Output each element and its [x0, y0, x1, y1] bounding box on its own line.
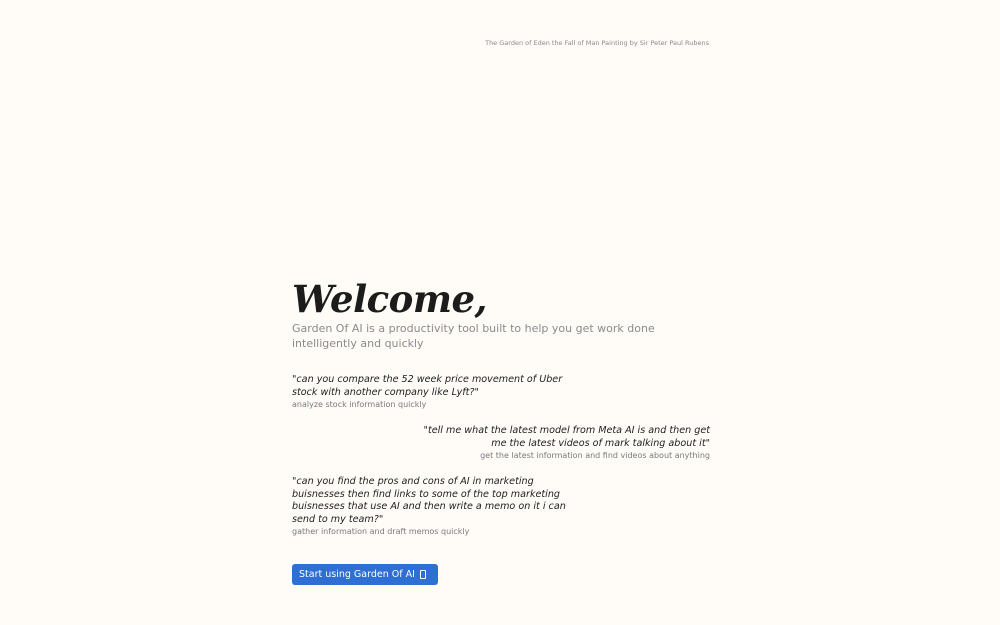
- painting-caption: The Garden of Eden the Fall of Man Painting by Sir Peter Paul Rubens: [485, 39, 709, 47]
- start-button-label: Start using Garden Of AI: [299, 569, 415, 580]
- example-quote: "tell me what the latest model from Meta AI is and then get me the latest videos of mark talking about it": [423, 425, 710, 449]
- start-using-button[interactable]: [292, 564, 438, 585]
- example-description: gather information and draft memos quickly: [292, 527, 470, 537]
- example-prompt-meta-ai: [416, 425, 710, 462]
- example-description: analyze stock information quickly: [292, 400, 427, 410]
- arrow-icon: [420, 570, 426, 579]
- example-quote: "can you compare the 52 week price movement of Uber stock with another company like Lyft?": [292, 374, 563, 398]
- example-quote: "can you find the pros and cons of AI in marketing buisnesses then find links to some of the top marketing buisnesses that use AI and then write a memo on it i can send to my team?": [292, 476, 566, 525]
- example-description: get the latest information and find videos about anything: [480, 451, 710, 461]
- tagline: Garden Of AI is a productivity tool built to help you get work done intelligently and quickly: [292, 322, 655, 350]
- welcome-heading: Welcome,: [292, 277, 487, 321]
- example-prompt-stocks: [292, 374, 577, 411]
- welcome-section: [292, 277, 710, 580]
- example-prompt-marketing: [292, 476, 582, 538]
